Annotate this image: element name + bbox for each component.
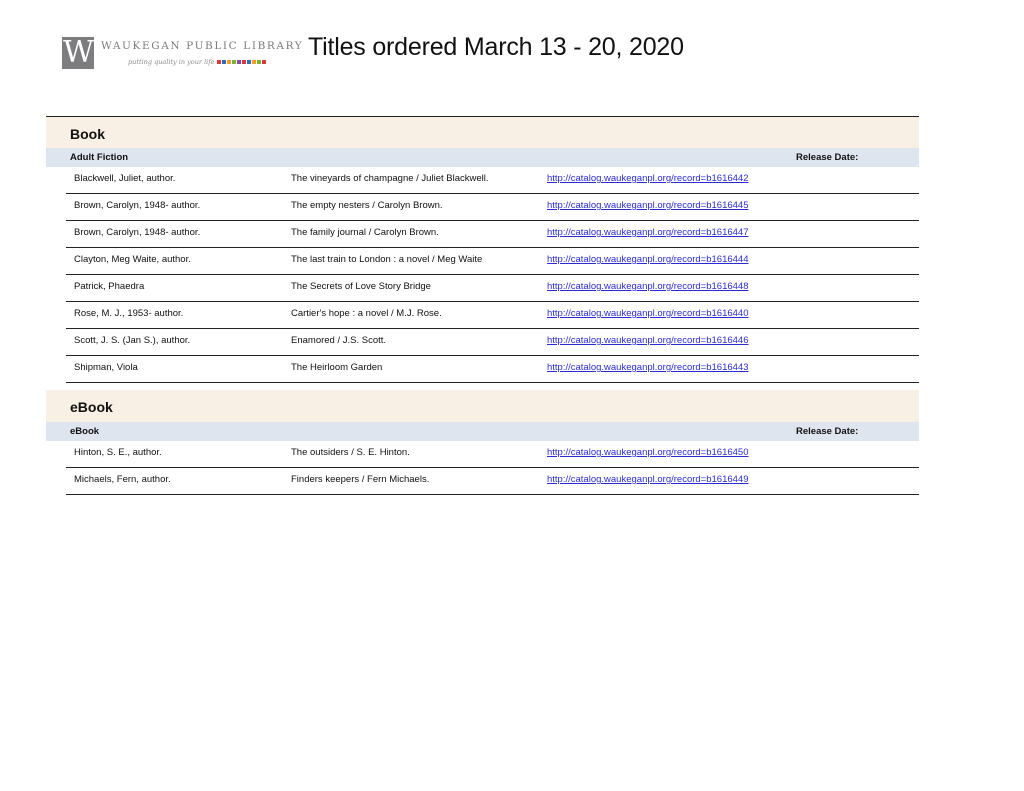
title-cell: Finders keepers / Fern Michaels. bbox=[291, 474, 430, 485]
catalog-link[interactable]: http://catalog.waukeganpl.org/record=b1616449 bbox=[547, 474, 749, 485]
catalog-link[interactable]: http://catalog.waukeganpl.org/record=b1616448 bbox=[547, 281, 749, 292]
author-cell: Brown, Carolyn, 1948- author. bbox=[74, 200, 201, 211]
table-row bbox=[66, 194, 919, 221]
library-tagline: putting quality in your life bbox=[128, 58, 303, 66]
color-square bbox=[227, 60, 231, 64]
table-row bbox=[66, 356, 919, 383]
title-cell: The Secrets of Love Story Bridge bbox=[291, 281, 431, 292]
section-heading-ebook: eBook bbox=[46, 390, 919, 422]
subheading-adult-fiction bbox=[46, 148, 919, 167]
color-square bbox=[252, 60, 256, 64]
title-cell: The family journal / Carolyn Brown. bbox=[291, 227, 439, 238]
category-label: eBook bbox=[70, 426, 100, 437]
author-cell: Scott, J. S. (Jan S.), author. bbox=[74, 335, 191, 346]
report-table bbox=[46, 116, 919, 495]
catalog-link[interactable]: http://catalog.waukeganpl.org/record=b1616446 bbox=[547, 335, 749, 346]
author-cell: Hinton, S. E., author. bbox=[74, 447, 162, 458]
table-row bbox=[66, 441, 919, 468]
title-cell: The Heirloom Garden bbox=[291, 362, 383, 373]
title-cell: The vineyards of champagne / Juliet Blackwell. bbox=[291, 173, 489, 184]
logo-mark: W bbox=[62, 37, 94, 69]
color-square bbox=[222, 60, 226, 64]
library-logo bbox=[62, 37, 303, 69]
table-row bbox=[66, 275, 919, 302]
title-cell: The last train to London : a novel / Meg Waite bbox=[291, 254, 483, 265]
table-row bbox=[66, 221, 919, 248]
catalog-link[interactable]: http://catalog.waukeganpl.org/record=b1616440 bbox=[547, 308, 749, 319]
category-label: Adult Fiction bbox=[70, 152, 129, 163]
color-square bbox=[217, 60, 221, 64]
author-cell: Brown, Carolyn, 1948- author. bbox=[74, 227, 201, 238]
color-square bbox=[257, 60, 261, 64]
catalog-link[interactable]: http://catalog.waukeganpl.org/record=b1616442 bbox=[547, 173, 749, 184]
title-cell: The empty nesters / Carolyn Brown. bbox=[291, 200, 443, 211]
page-title: Titles ordered March 13 - 20, 2020 bbox=[308, 33, 684, 61]
author-cell: Clayton, Meg Waite, author. bbox=[74, 254, 191, 265]
table-row bbox=[66, 468, 919, 495]
catalog-link[interactable]: http://catalog.waukeganpl.org/record=b1616445 bbox=[547, 200, 749, 211]
author-cell: Shipman, Viola bbox=[74, 362, 138, 373]
table-row bbox=[66, 167, 919, 194]
title-cell: Cartier's hope : a novel / M.J. Rose. bbox=[291, 308, 442, 319]
section-heading-book: Book bbox=[46, 116, 919, 148]
tagline-color-squares bbox=[217, 60, 267, 64]
title-cell: The outsiders / S. E. Hinton. bbox=[291, 447, 410, 458]
catalog-link[interactable]: http://catalog.waukeganpl.org/record=b1616450 bbox=[547, 447, 749, 458]
title-cell: Enamored / J.S. Scott. bbox=[291, 335, 387, 346]
library-name: WAUKEGAN PUBLIC LIBRARY bbox=[101, 40, 304, 52]
author-cell: Rose, M. J., 1953- author. bbox=[74, 308, 184, 319]
author-cell: Blackwell, Juliet, author. bbox=[74, 173, 176, 184]
catalog-link[interactable]: http://catalog.waukeganpl.org/record=b1616447 bbox=[547, 227, 749, 238]
table-row bbox=[66, 248, 919, 275]
color-square bbox=[247, 60, 251, 64]
table-row bbox=[66, 302, 919, 329]
color-square bbox=[242, 60, 246, 64]
catalog-link[interactable]: http://catalog.waukeganpl.org/record=b1616443 bbox=[547, 362, 749, 373]
color-square bbox=[232, 60, 236, 64]
subheading-ebook bbox=[46, 422, 919, 441]
author-cell: Patrick, Phaedra bbox=[74, 281, 145, 292]
table-row bbox=[66, 329, 919, 356]
release-date-label: Release Date: bbox=[796, 426, 859, 437]
catalog-link[interactable]: http://catalog.waukeganpl.org/record=b1616444 bbox=[547, 254, 749, 265]
release-date-label: Release Date: bbox=[796, 152, 859, 163]
color-square bbox=[262, 60, 266, 64]
author-cell: Michaels, Fern, author. bbox=[74, 474, 171, 485]
color-square bbox=[237, 60, 241, 64]
